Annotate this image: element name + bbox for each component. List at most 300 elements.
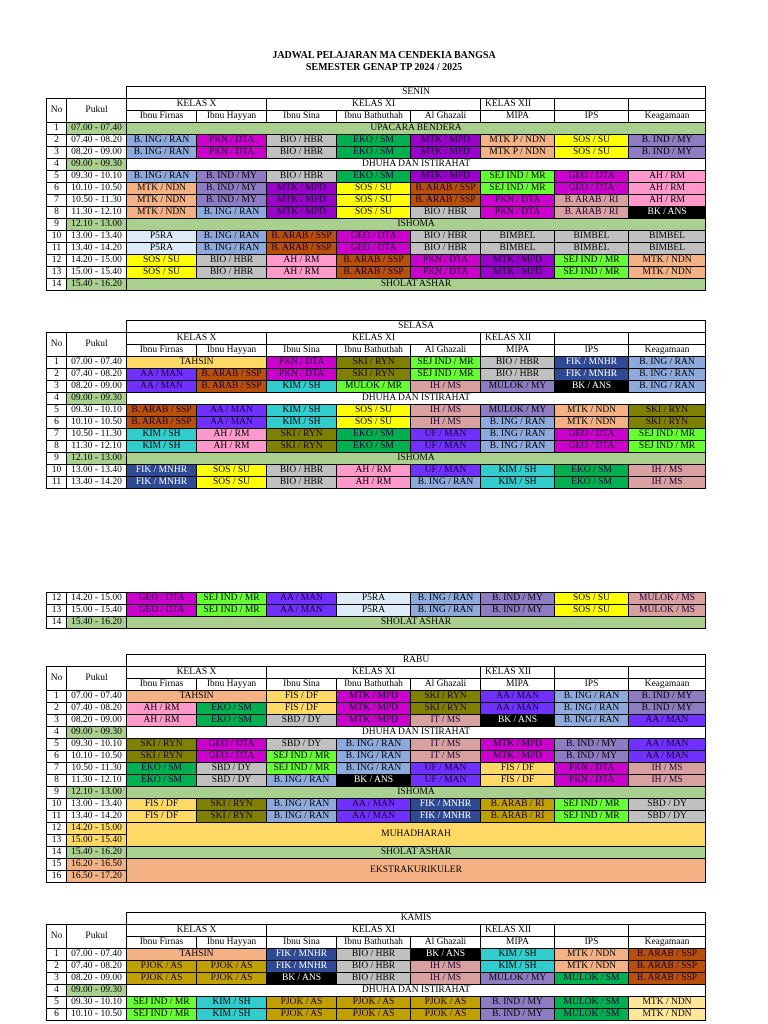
- row-activity: MUHADHARAH: [127, 823, 706, 847]
- table-row: [47, 811, 706, 823]
- header-column: Ibnu Sina: [267, 111, 337, 123]
- row-number: 2: [47, 369, 67, 381]
- lesson-cell: KIM / SH: [127, 429, 197, 441]
- row-number: 13: [47, 605, 67, 617]
- header-column: Ibnu Bathuthah: [337, 111, 411, 123]
- table-row: [47, 441, 706, 453]
- lesson-cell: EKO / SM: [337, 441, 411, 453]
- lesson-cell: B. ING / RAN: [411, 605, 481, 617]
- row-number: 6: [47, 1009, 67, 1021]
- lesson-cell: B. IND / MY: [197, 195, 267, 207]
- table-row: [47, 417, 706, 429]
- row-number: 8: [47, 775, 67, 787]
- lesson-cell: AH / RM: [629, 195, 706, 207]
- row-activity: UPACARA BENDERA: [127, 123, 706, 135]
- lesson-cell: B. ARAB / SSP: [337, 255, 411, 267]
- lesson-cell: SEJ IND / MR: [197, 593, 267, 605]
- lesson-cell: AH / RM: [197, 441, 267, 453]
- lesson-cell: B. ARAB / SSP: [411, 195, 481, 207]
- row-time: 12.10 - 13.00: [67, 787, 127, 799]
- header-column: Ibnu Hayyan: [197, 679, 267, 691]
- row-number: 5: [47, 405, 67, 417]
- lesson-cell: BIO / HBR: [337, 949, 411, 961]
- table-row: [47, 799, 706, 811]
- schedule-kamis: [46, 912, 705, 1021]
- row-activity: SHOLAT ASHAR: [127, 617, 706, 629]
- lesson-cell: GEO / DTA: [555, 441, 629, 453]
- lesson-cell: B. ARAB / SSP: [267, 231, 337, 243]
- lesson-cell: MTK / MPD: [481, 739, 555, 751]
- lesson-cell: GEO / DTA: [555, 183, 629, 195]
- lesson-cell: FIK / MNHR: [127, 477, 197, 489]
- lesson-cell: AA / MAN: [197, 405, 267, 417]
- row-time: 07.00 - 07.40: [67, 949, 127, 961]
- lesson-cell: AH / RM: [127, 703, 197, 715]
- row-time: 11.30 - 12.10: [67, 207, 127, 219]
- lesson-cell: IH / MS: [411, 405, 481, 417]
- row-number: 13: [47, 835, 67, 847]
- table-row: [47, 763, 706, 775]
- row-number: 12: [47, 593, 67, 605]
- lesson-cell: SKI / RYN: [197, 811, 267, 823]
- lesson-cell: IT / MS: [411, 751, 481, 763]
- lesson-cell: B. IND / MY: [629, 703, 706, 715]
- lesson-cell: PKN / DTA: [481, 207, 555, 219]
- lesson-cell: MULOK / MS: [629, 593, 706, 605]
- lesson-cell: BIO / HBR: [481, 357, 555, 369]
- header-no: No: [47, 99, 67, 123]
- lesson-cell: FIK / MNHR: [267, 961, 337, 973]
- lesson-cell: SEJ IND / MR: [555, 799, 629, 811]
- lesson-cell: KIM / SH: [267, 381, 337, 393]
- lesson-cell: GEO / DTA: [127, 605, 197, 617]
- lesson-cell: B. IND / MY: [629, 147, 706, 159]
- lesson-cell: B. ING / RAN: [629, 369, 706, 381]
- table-row: [47, 1009, 706, 1021]
- row-activity: DHUHA DAN ISTIRAHAT: [127, 985, 706, 997]
- lesson-cell: B. ING / RAN: [555, 703, 629, 715]
- lesson-cell: BIO / HBR: [411, 243, 481, 255]
- lesson-cell: SBD / DY: [197, 775, 267, 787]
- header-kelas-xii: KELAS XII: [481, 667, 555, 679]
- lesson-cell: SEJ IND / MR: [629, 441, 706, 453]
- lesson-cell: BIO / HBR: [337, 973, 411, 985]
- lesson-cell: IH / MS: [629, 477, 706, 489]
- row-number: 6: [47, 183, 67, 195]
- lesson-cell: SEJ IND / MR: [481, 171, 555, 183]
- row-time: 10.10 - 10.50: [67, 751, 127, 763]
- schedule-rabu: [46, 654, 705, 883]
- lesson-cell: B. ING / RAN: [411, 593, 481, 605]
- lesson-cell: B. ING / RAN: [197, 231, 267, 243]
- lesson-cell: FIS / DF: [267, 703, 337, 715]
- lesson-cell: UF / MAN: [411, 441, 481, 453]
- lesson-cell: BIO / HBR: [337, 961, 411, 973]
- row-number: 8: [47, 207, 67, 219]
- row-time: 14.20 - 15.00: [67, 823, 127, 835]
- lesson-cell: IH / MS: [629, 775, 706, 787]
- lesson-cell: PJOK / AS: [337, 1009, 411, 1021]
- lesson-cell: B. ING / RAN: [267, 799, 337, 811]
- row-time: 09.30 - 10.10: [67, 739, 127, 751]
- lesson-cell: MTK / NDN: [629, 1009, 706, 1021]
- header-kelas-x: KELAS X: [127, 99, 267, 111]
- table-row: [47, 739, 706, 751]
- lesson-cell: BIO / HBR: [411, 231, 481, 243]
- lesson-cell: PKN / DTA: [481, 195, 555, 207]
- lesson-cell: BIMBEL: [555, 231, 629, 243]
- lesson-cell: AH / RM: [267, 267, 337, 279]
- lesson-cell: FIS / DF: [127, 799, 197, 811]
- lesson-cell: KIM / SH: [481, 961, 555, 973]
- lesson-cell: BIO / HBR: [267, 477, 337, 489]
- header-column: MIPA: [481, 111, 555, 123]
- lesson-cell: SOS / SU: [555, 147, 629, 159]
- row-number: 16: [47, 871, 67, 883]
- lesson-cell: B. IND / MY: [481, 997, 555, 1009]
- lesson-cell: AA / MAN: [481, 691, 555, 703]
- lesson-cell: B. ARAB / SSP: [127, 417, 197, 429]
- lesson-cell: B. IND / MY: [197, 183, 267, 195]
- lesson-cell: SOS / SU: [127, 255, 197, 267]
- header-column: IPS: [555, 937, 629, 949]
- lesson-cell: AH / RM: [337, 477, 411, 489]
- table-row: [47, 961, 706, 973]
- page-subtitle: SEMESTER GENAP TP 2024 / 2025: [305, 62, 463, 73]
- header-column: Al Ghazali: [411, 937, 481, 949]
- row-number: 4: [47, 985, 67, 997]
- lesson-cell: IH / MS: [411, 417, 481, 429]
- lesson-cell: B. ARAB / RI: [555, 195, 629, 207]
- row-number: 6: [47, 417, 67, 429]
- table-row: [47, 691, 706, 703]
- header-kelas-x: KELAS X: [127, 333, 267, 345]
- lesson-cell: BK / ANS: [555, 381, 629, 393]
- header-kelas-xii: KELAS XII: [481, 99, 555, 111]
- lesson-cell: GEO / DTA: [555, 171, 629, 183]
- header-column: Al Ghazali: [411, 345, 481, 357]
- lesson-cell: P5RA: [127, 243, 197, 255]
- lesson-cell: B. ARAB / SSP: [411, 183, 481, 195]
- day-title: SENIN: [127, 87, 706, 99]
- header-kelas-xi: KELAS XI: [267, 333, 481, 345]
- lesson-cell: SBD / DY: [267, 739, 337, 751]
- row-number: 11: [47, 477, 67, 489]
- table-row: [47, 183, 706, 195]
- lesson-cell: B. ING / RAN: [197, 243, 267, 255]
- lesson-cell: SOS / SU: [337, 207, 411, 219]
- lesson-cell: B. ING / RAN: [337, 763, 411, 775]
- header-column: Ibnu Hayyan: [197, 111, 267, 123]
- table-row: [47, 171, 706, 183]
- lesson-cell: B. ARAB / RI: [555, 207, 629, 219]
- row-number: 10: [47, 465, 67, 477]
- row-time: 16.20 - 16.50: [67, 859, 127, 871]
- row-number: 2: [47, 703, 67, 715]
- lesson-cell: KIM / SH: [267, 405, 337, 417]
- lesson-cell: B. IND / MY: [555, 739, 629, 751]
- lesson-cell: FIK / MNHR: [267, 949, 337, 961]
- lesson-cell: UF / MAN: [411, 429, 481, 441]
- lesson-cell: FIS / DF: [127, 811, 197, 823]
- header-no: No: [47, 925, 67, 949]
- lesson-cell: KIM / SH: [197, 1009, 267, 1021]
- lesson-cell: B. ING / RAN: [629, 381, 706, 393]
- table-row: [47, 393, 706, 405]
- row-time: 13.00 - 13.40: [67, 231, 127, 243]
- lesson-cell: SKI / RYN: [629, 405, 706, 417]
- lesson-cell: SOS / SU: [555, 593, 629, 605]
- row-time: 13.00 - 13.40: [67, 799, 127, 811]
- row-activity: TAHSIN: [127, 949, 267, 961]
- row-number: 14: [47, 617, 67, 629]
- lesson-cell: MTK / NDN: [629, 997, 706, 1009]
- table-row: [47, 605, 706, 617]
- lesson-cell: SEJ IND / MR: [555, 811, 629, 823]
- lesson-cell: KIM / SH: [267, 417, 337, 429]
- row-number: 12: [47, 823, 67, 835]
- row-time: 14.20 - 15.00: [67, 593, 127, 605]
- lesson-cell: AA / MAN: [267, 593, 337, 605]
- row-time: 15.00 - 15.40: [67, 605, 127, 617]
- lesson-cell: MTK P / NDN: [481, 147, 555, 159]
- lesson-cell: MULOK / SM: [555, 1009, 629, 1021]
- lesson-cell: GEO / DTA: [127, 593, 197, 605]
- lesson-cell: EKO / SM: [337, 135, 411, 147]
- lesson-cell: BK / ANS: [337, 775, 411, 787]
- lesson-cell: IH / MS: [629, 763, 706, 775]
- lesson-cell: SEJ IND / MR: [127, 1009, 197, 1021]
- table-row: [47, 255, 706, 267]
- lesson-cell: SEJ IND / MR: [555, 267, 629, 279]
- header-pukul: Pukul: [67, 667, 127, 691]
- row-number: 1: [47, 691, 67, 703]
- row-number: 3: [47, 147, 67, 159]
- table-row: [47, 231, 706, 243]
- lesson-cell: PKN / DTA: [555, 775, 629, 787]
- lesson-cell: B. ING / RAN: [127, 171, 197, 183]
- lesson-cell: SKI / RYN: [411, 691, 481, 703]
- row-time: 10.50 - 11.30: [67, 195, 127, 207]
- row-time: 08.20 - 09.00: [67, 381, 127, 393]
- row-time: 15.40 - 16.20: [67, 847, 127, 859]
- table-row: [47, 123, 706, 135]
- lesson-cell: PJOK / AS: [197, 973, 267, 985]
- lesson-cell: B. ING / RAN: [127, 147, 197, 159]
- lesson-cell: AA / MAN: [127, 369, 197, 381]
- lesson-cell: SEJ IND / MR: [411, 357, 481, 369]
- lesson-cell: BK / ANS: [629, 207, 706, 219]
- table-row: [47, 727, 706, 739]
- lesson-cell: SKI / RYN: [197, 799, 267, 811]
- lesson-cell: B. ING / RAN: [267, 775, 337, 787]
- day-title: SELASA: [127, 321, 706, 333]
- lesson-cell: AA / MAN: [337, 799, 411, 811]
- lesson-cell: FIK / MNHR: [555, 357, 629, 369]
- lesson-cell: MTK / MPD: [267, 207, 337, 219]
- lesson-cell: MTK / MPD: [481, 751, 555, 763]
- row-activity: DHUHA DAN ISTIRAHAT: [127, 393, 706, 405]
- lesson-cell: AA / MAN: [629, 751, 706, 763]
- lesson-cell: SOS / SU: [197, 465, 267, 477]
- lesson-cell: SEJ IND / MR: [481, 183, 555, 195]
- row-activity: TAHSIN: [127, 691, 267, 703]
- row-number: 11: [47, 811, 67, 823]
- schedule-senin: [46, 86, 705, 291]
- lesson-cell: MTK / NDN: [127, 183, 197, 195]
- header-pukul: Pukul: [67, 333, 127, 357]
- lesson-cell: MTK / MPD: [481, 267, 555, 279]
- day-title: KAMIS: [127, 913, 706, 925]
- row-time: 09.00 - 09.30: [67, 727, 127, 739]
- lesson-cell: SBD / DY: [267, 715, 337, 727]
- header-no: No: [47, 333, 67, 357]
- lesson-cell: B. ARAB / SSP: [197, 369, 267, 381]
- row-time: 09.00 - 09.30: [67, 159, 127, 171]
- row-time: 07.00 - 07.40: [67, 357, 127, 369]
- lesson-cell: BIMBEL: [629, 243, 706, 255]
- lesson-cell: SEJ IND / MR: [267, 763, 337, 775]
- lesson-cell: PKN / DTA: [267, 357, 337, 369]
- lesson-cell: AA / MAN: [337, 811, 411, 823]
- lesson-cell: PJOK / AS: [337, 997, 411, 1009]
- lesson-cell: EKO / SM: [555, 477, 629, 489]
- lesson-cell: GEO / DTA: [197, 739, 267, 751]
- lesson-cell: B. ARAB / SSP: [197, 381, 267, 393]
- lesson-cell: BIO / HBR: [267, 135, 337, 147]
- lesson-cell: GEO / DTA: [555, 429, 629, 441]
- row-time: 09.30 - 10.10: [67, 997, 127, 1009]
- lesson-cell: PJOK / AS: [267, 997, 337, 1009]
- lesson-cell: B. ARAB / RI: [481, 811, 555, 823]
- lesson-cell: SKI / RYN: [337, 357, 411, 369]
- lesson-cell: B. ING / RAN: [629, 357, 706, 369]
- schedule-selasa-continued: [46, 592, 705, 629]
- lesson-cell: PJOK / AS: [411, 997, 481, 1009]
- row-time: 07.00 - 07.40: [67, 123, 127, 135]
- row-number: 4: [47, 393, 67, 405]
- row-activity: ISHOMA: [127, 219, 706, 231]
- lesson-cell: BIMBEL: [555, 243, 629, 255]
- row-number: 3: [47, 381, 67, 393]
- lesson-cell: UF / MAN: [411, 465, 481, 477]
- row-activity: ISHOMA: [127, 453, 706, 465]
- table-row: [47, 147, 706, 159]
- lesson-cell: GEO / DTA: [337, 243, 411, 255]
- row-number: 8: [47, 441, 67, 453]
- lesson-cell: B. IND / MY: [481, 1009, 555, 1021]
- row-time: 09.30 - 10.10: [67, 171, 127, 183]
- lesson-cell: B. IND / MY: [481, 593, 555, 605]
- lesson-cell: B. ARAB / SSP: [629, 949, 706, 961]
- lesson-cell: SKI / RYN: [267, 429, 337, 441]
- header-kelas-x: KELAS X: [127, 925, 267, 937]
- lesson-cell: FIS / DF: [481, 775, 555, 787]
- lesson-cell: EKO / SM: [197, 715, 267, 727]
- row-number: 9: [47, 219, 67, 231]
- lesson-cell: AA / MAN: [127, 381, 197, 393]
- row-number: 3: [47, 715, 67, 727]
- lesson-cell: SKI / RYN: [629, 417, 706, 429]
- lesson-cell: KIM / SH: [481, 477, 555, 489]
- lesson-cell: SOS / SU: [555, 135, 629, 147]
- header-pukul: Pukul: [67, 925, 127, 949]
- lesson-cell: SOS / SU: [555, 605, 629, 617]
- header-column: IPS: [555, 679, 629, 691]
- row-number: 6: [47, 751, 67, 763]
- lesson-cell: B. ING / RAN: [267, 811, 337, 823]
- lesson-cell: SKI / RYN: [127, 739, 197, 751]
- lesson-cell: MTK / NDN: [555, 405, 629, 417]
- lesson-cell: BIO / HBR: [267, 465, 337, 477]
- row-time: 15.00 - 15.40: [67, 267, 127, 279]
- lesson-cell: AA / MAN: [629, 739, 706, 751]
- row-number: 5: [47, 739, 67, 751]
- header-column: IPS: [555, 345, 629, 357]
- row-time: 10.10 - 10.50: [67, 183, 127, 195]
- table-row: [47, 135, 706, 147]
- lesson-cell: FIK / MNHR: [411, 799, 481, 811]
- row-number: 9: [47, 787, 67, 799]
- lesson-cell: MTK / NDN: [629, 267, 706, 279]
- lesson-cell: BK / ANS: [481, 715, 555, 727]
- lesson-cell: B. IND / MY: [555, 751, 629, 763]
- row-time: 10.50 - 11.30: [67, 429, 127, 441]
- lesson-cell: IH / MS: [411, 961, 481, 973]
- row-time: 15.40 - 16.20: [67, 617, 127, 629]
- lesson-cell: PJOK / AS: [197, 961, 267, 973]
- table-row: [47, 787, 706, 799]
- header-column: Al Ghazali: [411, 679, 481, 691]
- row-time: 07.40 - 08.20: [67, 369, 127, 381]
- header-column: Ibnu Hayyan: [197, 345, 267, 357]
- row-time: 11.30 - 12.10: [67, 775, 127, 787]
- lesson-cell: B. ING / RAN: [197, 207, 267, 219]
- row-time: 10.50 - 11.30: [67, 763, 127, 775]
- schedule-selasa: [46, 320, 705, 489]
- row-activity: EKSTRAKURIKULER: [127, 859, 706, 883]
- header-column: MIPA: [481, 345, 555, 357]
- day-title: RABU: [127, 655, 706, 667]
- row-activity: ISHOMA: [127, 787, 706, 799]
- lesson-cell: FIK / MNHR: [127, 465, 197, 477]
- row-time: 10.10 - 10.50: [67, 417, 127, 429]
- row-number: 4: [47, 159, 67, 171]
- lesson-cell: PKN / DTA: [411, 255, 481, 267]
- lesson-cell: SOS / SU: [127, 267, 197, 279]
- lesson-cell: KIM / SH: [481, 949, 555, 961]
- lesson-cell: B. ARAB / RI: [481, 799, 555, 811]
- row-number: 5: [47, 171, 67, 183]
- header-kelas-xii: KELAS XII: [481, 333, 555, 345]
- lesson-cell: B. ARAB / SSP: [127, 405, 197, 417]
- row-time: 07.40 - 08.20: [67, 135, 127, 147]
- table-row: [47, 243, 706, 255]
- row-time: 07.40 - 08.20: [67, 961, 127, 973]
- header-column: Ibnu Bathuthah: [337, 937, 411, 949]
- lesson-cell: B. ARAB / SSP: [337, 267, 411, 279]
- row-activity: DHUHA DAN ISTIRAHAT: [127, 159, 706, 171]
- lesson-cell: SOS / SU: [337, 417, 411, 429]
- lesson-cell: B. ARAB / SSP: [267, 243, 337, 255]
- lesson-cell: MULOK / SM: [555, 997, 629, 1009]
- row-time: 13.00 - 13.40: [67, 465, 127, 477]
- lesson-cell: B. ING / RAN: [481, 417, 555, 429]
- lesson-cell: IH / MS: [411, 381, 481, 393]
- lesson-cell: B. ING / RAN: [555, 691, 629, 703]
- lesson-cell: MTK / NDN: [629, 255, 706, 267]
- lesson-cell: BIO / HBR: [197, 267, 267, 279]
